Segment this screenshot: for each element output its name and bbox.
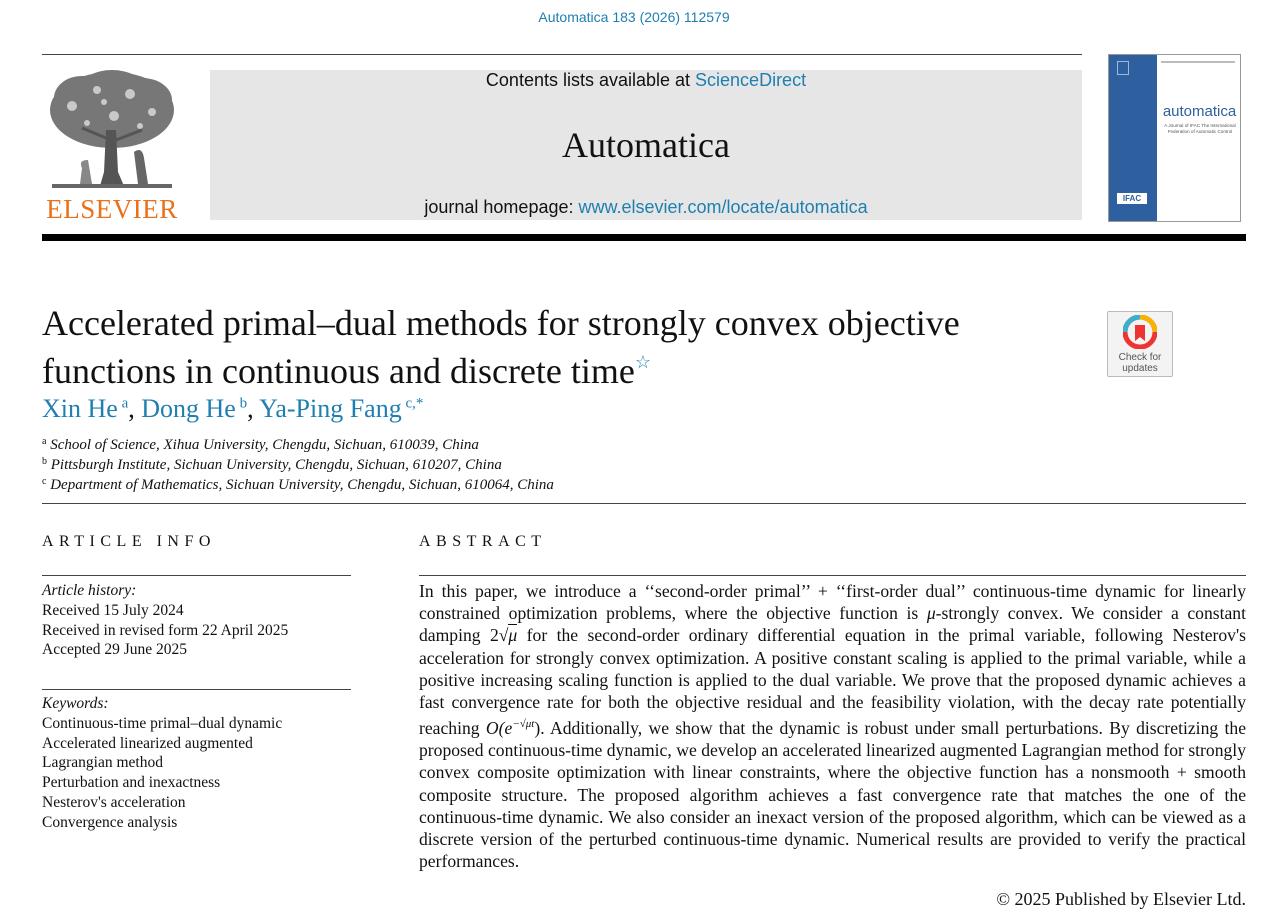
article-info-rule: [42, 575, 351, 576]
title-line-2-text: functions in continuous and discrete time: [42, 351, 635, 391]
abstract-part: . Additionally, we show that the dynamic is robust under small perturbations. By discretizing the proposed continuous-time dynamic, we develop an accelerated linearized augmented Lagrangian method for strongly convex composite optimization with linear constraints, where the objective function has a nonsmooth + smooth composite structure. The proposed algorithm achieves a fast convergence rate that matches the one of the continuous-time dynamic. We also consider an inexact version of the proposed algorithm, which can be viewed as a discrete version of the perturbed continuous-time dynamic. Numerical results are provided to verify the practical performances.: [419, 718, 1247, 872]
elsevier-wordmark: ELSEVIER: [46, 194, 178, 224]
homepage-line: [210, 197, 1082, 218]
keyword: Lagrangian method: [42, 754, 163, 772]
affiliation-text: School of Science, Xihua University, Chengdu, Sichuan, 610039, China: [50, 437, 479, 453]
author-affiliation-mark[interactable]: a: [121, 395, 129, 412]
homepage-prefix: journal homepage:: [424, 197, 579, 217]
affiliation: [42, 436, 479, 454]
keywords-label: Keywords:: [42, 695, 109, 712]
keyword: Perturbation and inexactness: [42, 774, 221, 792]
keywords-rule: [42, 689, 351, 690]
math-damping-coef: 2: [489, 625, 499, 646]
keyword: Accelerated linearized augmented: [42, 734, 253, 752]
journal-name: Automatica: [562, 125, 730, 165]
affiliation-mark: c: [42, 476, 47, 487]
affiliation: [42, 476, 554, 494]
math-mu: μ: [926, 603, 936, 624]
keyword: Nesterov's acceleration: [42, 793, 186, 811]
history-item: Received 15 July 2024: [42, 601, 184, 619]
abstract-text: [419, 580, 1246, 873]
abstract-part: -strongly convex. We consider a constant damping: [419, 603, 1246, 646]
math-damping: [490, 624, 517, 645]
title-footnote-star-icon[interactable]: ☆: [634, 352, 652, 372]
affiliation-mark: a: [42, 436, 47, 447]
title-line-2: [42, 343, 1082, 391]
crossmark-label: [1108, 352, 1172, 374]
author-affiliation-mark[interactable]: b: [239, 395, 248, 412]
keywords: [42, 694, 352, 833]
affiliation: [42, 456, 502, 474]
title-line-1: Accelerated primal–dual methods for strongly convex objective: [42, 303, 960, 343]
header-divider: [42, 54, 1082, 55]
math-rate-e: e: [504, 718, 513, 739]
contents-prefix: Contents lists available at: [485, 70, 696, 90]
journal-citation[interactable]: Automatica 183 (2026) 112579: [538, 9, 730, 25]
abstract-rule: [419, 575, 1246, 576]
header-thick-rule: [42, 234, 1246, 241]
affiliation-text: Department of Mathematics, Sichuan University, Chengdu, Sichuan, 610064, China: [50, 477, 554, 493]
copyright: © 2025 Published by Elsevier Ltd.: [996, 889, 1246, 909]
math-rate-exponent: −√μt: [512, 718, 535, 731]
contents-line: [210, 70, 1082, 91]
crossmark-icon: [1123, 315, 1157, 349]
author-link[interactable]: Ya-Ping Fang: [259, 394, 402, 423]
keyword: Continuous-time primal–dual dynamic: [42, 714, 283, 732]
math-rate-o: O(: [485, 718, 505, 739]
sciencedirect-link[interactable]: ScienceDirect: [695, 70, 807, 90]
math-sqrt-sign: √: [498, 625, 509, 646]
crossmark-label-line-2: updates: [1122, 363, 1158, 374]
history-item: Accepted 29 June 2025: [42, 641, 188, 659]
article-info-heading: ARTICLE INFO: [42, 533, 216, 550]
keyword: Convergence analysis: [42, 813, 178, 831]
math-mu: μ: [508, 625, 518, 646]
history-label: Article history:: [42, 582, 137, 599]
crossmark-label-line-1: Check for: [1118, 352, 1162, 363]
author-list: Xin He $^a$, Dong He $^b$, Ya-Ping Fang $^{c,*}$: [42, 394, 424, 423]
homepage-link[interactable]: www.elsevier.com/locate/automatica: [578, 197, 868, 217]
math-rate-close: ): [534, 718, 541, 739]
ifac-logo: IFAC: [1117, 193, 1147, 204]
math-rate: [486, 718, 540, 738]
affiliation-mark: b: [42, 456, 47, 467]
history-item: Received in revised form 22 April 2025: [42, 621, 289, 639]
article-history: [42, 581, 352, 660]
cover-subtitle: A Journal of IFAC The International Federation of Automatic Control: [1164, 123, 1236, 134]
author-link[interactable]: Dong He: [141, 394, 236, 423]
cover-header-line: [1161, 61, 1235, 63]
abstract-heading: ABSTRACT: [419, 533, 547, 550]
abstract-part: for the second-order ordinary differential equation in the primal variable, following Nesterov's acceleration for strongly convex optimization. A positive constant scaling is applied to the primal variable, while a positive increasing scaling function is applied to the dual variable. We prove that the proposed dynamic achieves a fast convergence rate for both the objective residual and the feasibility violation, with the decay rate potentially reaching: [419, 625, 1246, 739]
elsevier-logo[interactable]: [42, 68, 182, 222]
author-link[interactable]: Xin He: [42, 394, 118, 423]
abstract-part: In this paper, we introduce a ‘‘second-order primal’’ + ‘‘first-order dual’’ continuous-time dynamic for linearly constrained optimization problems, where the objective function is: [419, 581, 1246, 624]
author-affiliation-mark[interactable]: c,*: [405, 395, 424, 412]
cover-title: automatica: [1162, 103, 1237, 120]
check-for-updates-button[interactable]: [1107, 311, 1173, 377]
journal-banner: [210, 70, 1082, 220]
section-divider: [42, 503, 1246, 504]
article-title: [42, 304, 1082, 391]
affiliation-text: Pittsburgh Institute, Sichuan University, Chengdu, Sichuan, 610207, China: [50, 457, 502, 473]
cover-logo-icon: [1117, 61, 1129, 75]
journal-cover[interactable]: [1108, 54, 1241, 222]
